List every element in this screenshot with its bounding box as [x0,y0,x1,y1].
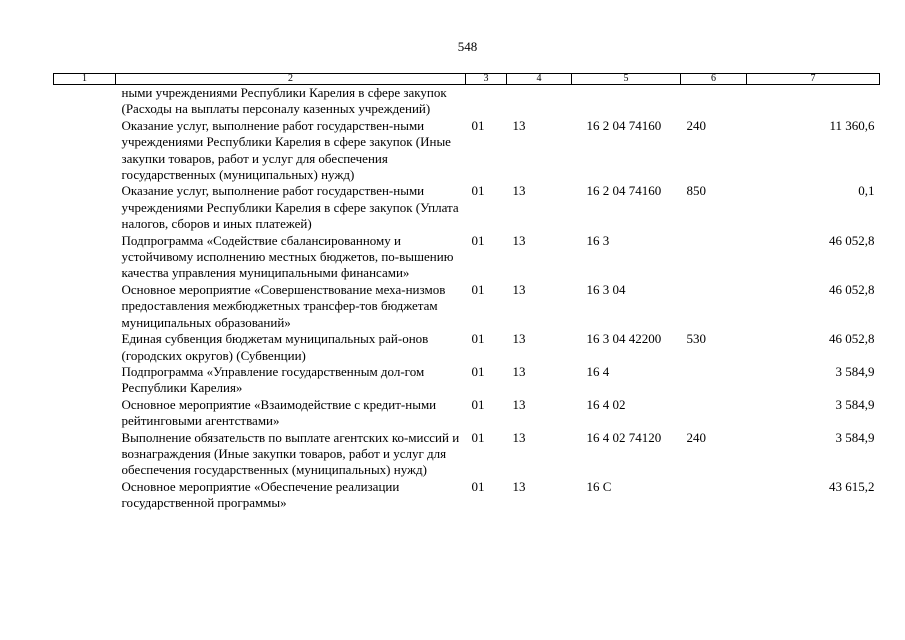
budget-table [53,73,880,512]
row-name: Оказание услуг, выполнение работ государствен-ными учреждениями Республики Карелия в сфере закупок (Иные закупки товаров, работ и услуг для обеспечения государственных (муниципальных) нужд) [121,117,451,183]
page-number: 548 [457,39,478,54]
row-subsection-code: 13 [512,331,526,347]
row-subsection-code: 13 [512,363,526,379]
cell-empty [54,233,116,282]
table-header [54,74,880,85]
row-name: Основное мероприятие «Обеспечение реализации государственной программы» [121,478,400,511]
row-name: Основное мероприятие «Взаимодействие с кредит-ными рейтинговыми агентствами» [121,396,437,429]
table-row [54,430,880,479]
row-section-code: 01 [471,429,485,445]
row-section-code: 01 [471,396,485,412]
row-subsection-code: 13 [512,117,526,133]
row-name: Единая субвенция бюджетам муниципальных рай-онов (городских округов) (Субвенции) [121,331,429,363]
column-header-2: 2 [116,74,466,85]
table-row [54,397,880,430]
cell-empty [54,282,116,331]
column-number-row [54,74,880,85]
row-section-code [466,85,507,118]
row-section-code: 01 [471,183,485,199]
row-amount: 0,1 [858,183,875,199]
table-row [54,331,880,364]
row-subsection-code: 13 [512,281,526,297]
table-row [54,364,880,397]
table-row [54,85,880,118]
row-target-code: 16 4 02 74120 [586,429,662,445]
row-expense-type-code [681,282,747,331]
row-section-code: 01 [471,331,485,347]
row-expense-type-code [681,364,747,397]
cell-empty [54,118,116,184]
cell-empty [54,183,116,232]
cell-empty [54,397,116,430]
row-subsection-code [507,85,572,118]
row-amount: 11 360,6 [829,117,875,133]
row-section-code: 01 [471,478,485,494]
cell-empty [54,479,116,512]
row-amount: 46 052,8 [829,331,875,347]
row-expense-type-code: 530 [686,331,706,347]
row-name: Выполнение обязательств по выплате агентских ко-миссий и вознаграждения (Иные закупки товаров, работ и услуг для обеспечения государственных (муниципальных) нужд) [121,429,460,478]
cell-empty [54,364,116,397]
row-amount: 3 584,9 [835,363,875,379]
column-header-4: 4 [507,74,572,85]
column-header-5: 5 [572,74,681,85]
row-target-code: 16 3 04 42200 [586,331,662,347]
row-target-code: 16 4 02 [586,396,626,412]
cell-empty [54,430,116,479]
column-header-3: 3 [466,74,507,85]
row-subsection-code: 13 [512,478,526,494]
row-target-code: 16 2 04 74160 [586,183,662,199]
table-row [54,479,880,512]
cell-empty [54,85,116,118]
row-name: ными учреждениями Республики Карелия в сфере закупок (Расходы на выплаты персоналу казенных учреждений) [121,85,447,117]
row-target-code: 16 4 [586,363,610,379]
table-row [54,282,880,331]
row-name: Подпрограмма «Управление государственным дол-гом Республики Карелия» [121,363,425,396]
row-amount: 3 584,9 [835,396,875,412]
row-expense-type-code: 240 [686,117,706,133]
column-header-1: 1 [54,74,116,85]
table-row [54,233,880,282]
row-amount: 43 615,2 [829,478,875,494]
row-amount: 3 584,9 [835,429,875,445]
row-amount [747,85,880,118]
row-expense-type-code [681,85,747,118]
row-name: Оказание услуг, выполнение работ государствен-ными учреждениями Республики Карелия в сфере закупок (Уплата налогов, сборов и иных платежей) [121,183,459,232]
row-expense-type-code: 240 [686,429,706,445]
row-subsection-code: 13 [512,232,526,248]
row-section-code: 01 [471,232,485,248]
column-header-7: 7 [747,74,880,85]
row-amount: 46 052,8 [829,281,875,297]
row-section-code: 01 [471,281,485,297]
column-header-6: 6 [681,74,747,85]
row-expense-type-code: 850 [686,183,706,199]
row-amount: 46 052,8 [829,232,875,248]
row-expense-type-code [681,479,747,512]
row-name: Подпрограмма «Содействие сбалансированному и устойчивому исполнению местных бюджетов, по-вышению качества управления муниципальными финансами» [121,232,454,281]
row-target-code: 16 2 04 74160 [586,117,662,133]
row-expense-type-code [681,397,747,430]
row-subsection-code: 13 [512,183,526,199]
table-body [54,85,880,512]
row-target-code: 16 С [586,478,612,494]
row-target-code [572,85,681,118]
row-section-code: 01 [471,363,485,379]
table-row [54,118,880,184]
row-name: Основное мероприятие «Совершенствование меха-низмов предоставления межбюджетных трансфер-тов бюджетам муниципальных образований» [121,281,446,330]
row-target-code: 16 3 04 [586,281,626,297]
row-expense-type-code [681,233,747,282]
cell-empty [54,331,116,364]
table-row [54,183,880,232]
row-subsection-code: 13 [512,429,526,445]
row-section-code: 01 [471,117,485,133]
row-subsection-code: 13 [512,396,526,412]
row-target-code: 16 3 [586,232,610,248]
